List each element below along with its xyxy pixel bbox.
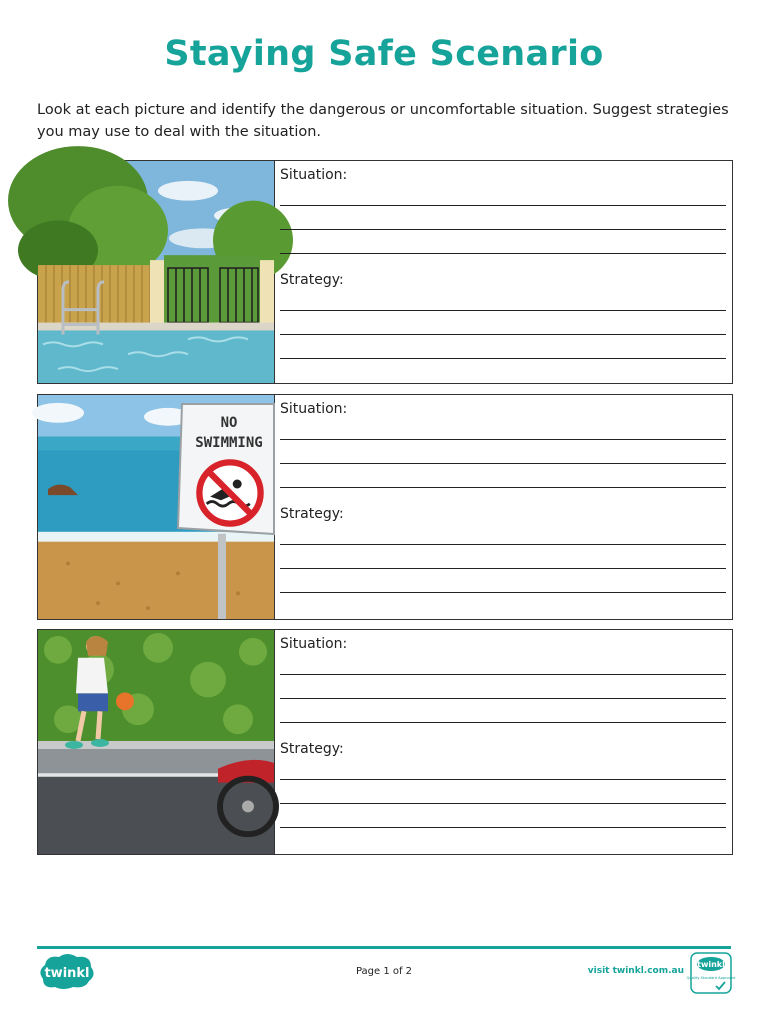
strategy-line[interactable] bbox=[280, 803, 726, 804]
situation-line[interactable] bbox=[280, 487, 726, 488]
strategy-label: Strategy: bbox=[280, 741, 344, 757]
pool-gate-illustration bbox=[38, 161, 275, 383]
situation-line[interactable] bbox=[280, 253, 726, 254]
girl-road-illustration bbox=[38, 630, 275, 854]
strategy-label: Strategy: bbox=[280, 272, 344, 288]
strategy-line[interactable] bbox=[280, 779, 726, 780]
situation-line[interactable] bbox=[280, 722, 726, 723]
strategy-line[interactable] bbox=[280, 544, 726, 545]
no-swimming-sign-text: NO SWIMMING bbox=[195, 415, 263, 451]
svg-text:Quality Standard Approved: Quality Standard Approved bbox=[686, 976, 736, 980]
strategy-line[interactable] bbox=[280, 358, 726, 359]
strategy-line[interactable] bbox=[280, 592, 726, 593]
website-link[interactable]: visit twinkl.com.au bbox=[587, 966, 684, 976]
footer-divider bbox=[37, 946, 731, 949]
strategy-line[interactable] bbox=[280, 334, 726, 335]
strategy-line[interactable] bbox=[280, 310, 726, 311]
situation-line[interactable] bbox=[280, 439, 726, 440]
scenario-card-1 bbox=[37, 160, 733, 384]
situation-label: Situation: bbox=[280, 636, 348, 652]
situation-label: Situation: bbox=[280, 167, 348, 183]
svg-text:twinkl: twinkl bbox=[44, 966, 90, 981]
situation-line[interactable] bbox=[280, 205, 726, 206]
page-number: Page 1 of 2 bbox=[355, 966, 413, 977]
beach-illustration bbox=[38, 395, 275, 619]
situation-label: Situation: bbox=[280, 401, 348, 417]
scenario-card-2 bbox=[37, 394, 733, 620]
situation-line[interactable] bbox=[280, 463, 726, 464]
strategy-line[interactable] bbox=[280, 827, 726, 828]
strategy-label: Strategy: bbox=[280, 506, 344, 522]
strategy-line[interactable] bbox=[280, 568, 726, 569]
instructions: Look at each picture and identify the dangerous or uncomfortable situation. Suggest strategies you may use to deal with the situation. bbox=[37, 102, 729, 140]
page-title: Staying Safe Scenario bbox=[164, 34, 604, 74]
svg-text:twinkl: twinkl bbox=[697, 960, 725, 969]
situation-line[interactable] bbox=[280, 698, 726, 699]
situation-line[interactable] bbox=[280, 674, 726, 675]
scenario-card-3 bbox=[37, 629, 733, 855]
situation-line[interactable] bbox=[280, 229, 726, 230]
quality-badge bbox=[686, 952, 736, 994]
no-swimming-icon bbox=[194, 457, 266, 529]
